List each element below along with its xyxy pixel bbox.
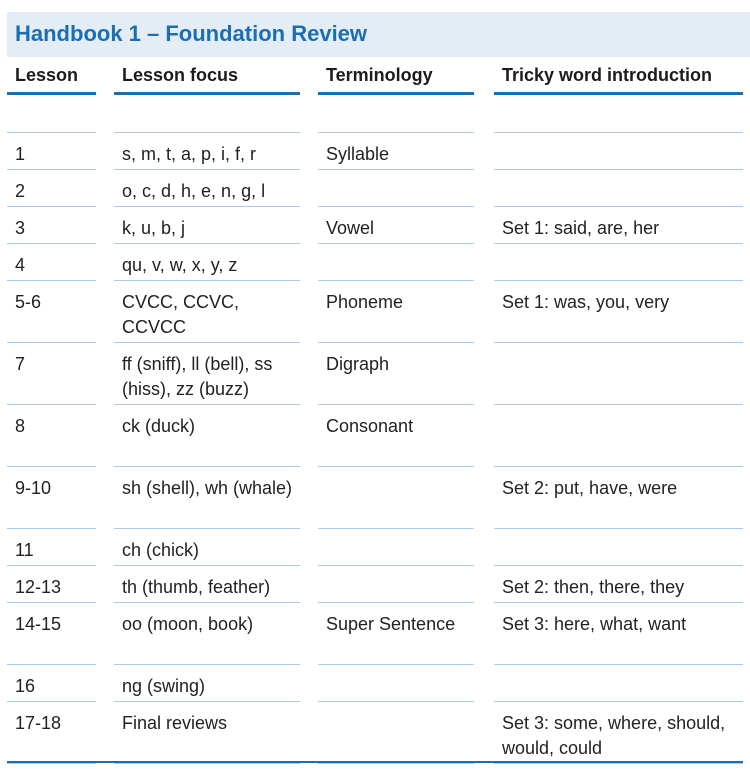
column-header-lesson: Lesson	[15, 65, 79, 85]
table-row	[0, 405, 750, 467]
table-row	[0, 343, 750, 405]
table-header	[0, 60, 750, 96]
row-divider	[494, 763, 743, 764]
table-row	[0, 665, 750, 702]
header-rule-tricky	[494, 92, 743, 95]
row-divider	[114, 763, 300, 764]
table-row	[0, 244, 750, 281]
column-header-terminology: Terminology	[326, 65, 433, 85]
table-row	[0, 529, 750, 566]
cell-lesson: 16	[15, 676, 36, 696]
cell-lesson-focus: s, m, t, a, p, i, f, r	[122, 144, 257, 164]
table-bottom-rule	[7, 761, 743, 763]
table-row	[0, 566, 750, 603]
cell-lesson: 12-13	[15, 577, 62, 597]
cell-lesson-focus: sh (shell), wh (whale)	[122, 478, 293, 498]
cell-terminology: Super Sentence	[326, 614, 456, 634]
cell-terminology: Phoneme	[326, 292, 404, 312]
header-rule-focus	[114, 92, 300, 95]
cell-tricky-words: Set 1: said, are, her	[502, 218, 660, 238]
table-row	[0, 467, 750, 529]
cell-lesson-focus: ng (swing)	[122, 676, 206, 696]
column-header-lesson-focus: Lesson focus	[122, 65, 239, 85]
cell-lesson-focus: o, c, d, h, e, n, g, l	[122, 181, 266, 201]
cell-lesson: 7	[15, 354, 26, 374]
cell-terminology: Vowel	[326, 218, 375, 238]
cell-lesson-focus: ff (sniff), ll (bell), ss (hiss), zz (buzz)	[122, 354, 273, 399]
cell-tricky-words: Set 3: some, where, should, would, could	[502, 713, 726, 758]
cell-lesson: 3	[15, 218, 26, 238]
cell-lesson-focus: qu, v, w, x, y, z	[122, 255, 238, 275]
cell-lesson-focus: ck (duck)	[122, 416, 196, 436]
table-row	[0, 207, 750, 244]
cell-lesson: 2	[15, 181, 26, 201]
table-row	[0, 281, 750, 343]
table-row	[0, 702, 750, 764]
cell-terminology: Syllable	[326, 144, 390, 164]
table-row	[0, 96, 750, 133]
row-divider	[318, 763, 474, 764]
cell-lesson-focus: th (thumb, feather)	[122, 577, 271, 597]
table-row	[0, 133, 750, 170]
header-rule-terminology	[318, 92, 474, 95]
table-row	[0, 170, 750, 207]
cell-lesson: 5-6	[15, 292, 42, 312]
page-title: Handbook 1 – Foundation Review	[15, 21, 368, 46]
cell-tricky-words: Set 2: put, have, were	[502, 478, 678, 498]
cell-tricky-words: Set 3: here, what, want	[502, 614, 687, 634]
cell-lesson-focus: ch (chick)	[122, 540, 200, 560]
cell-lesson: 11	[15, 540, 34, 560]
cell-lesson-focus: Final reviews	[122, 713, 228, 733]
cell-tricky-words: Set 1: was, you, very	[502, 292, 670, 312]
cell-terminology: Consonant	[326, 416, 414, 436]
cell-tricky-words: Set 2: then, there, they	[502, 577, 685, 597]
cell-lesson-focus: CVCC, CCVC, CCVCC	[122, 292, 240, 337]
cell-lesson: 14-15	[15, 614, 62, 634]
cell-terminology: Digraph	[326, 354, 390, 374]
column-header-tricky-words: Tricky word introduction	[502, 65, 713, 85]
table-row	[0, 603, 750, 665]
cell-lesson: 17-18	[15, 713, 62, 733]
cell-lesson-focus: k, u, b, j	[122, 218, 186, 238]
cell-lesson: 1	[15, 144, 26, 164]
header-rule-lesson	[7, 92, 96, 95]
cell-lesson-focus: oo (moon, book)	[122, 614, 254, 634]
cell-lesson: 8	[15, 416, 26, 436]
cell-lesson: 9-10	[15, 478, 52, 498]
row-divider	[7, 763, 96, 764]
title-bar	[7, 12, 750, 57]
cell-lesson: 4	[15, 255, 26, 275]
